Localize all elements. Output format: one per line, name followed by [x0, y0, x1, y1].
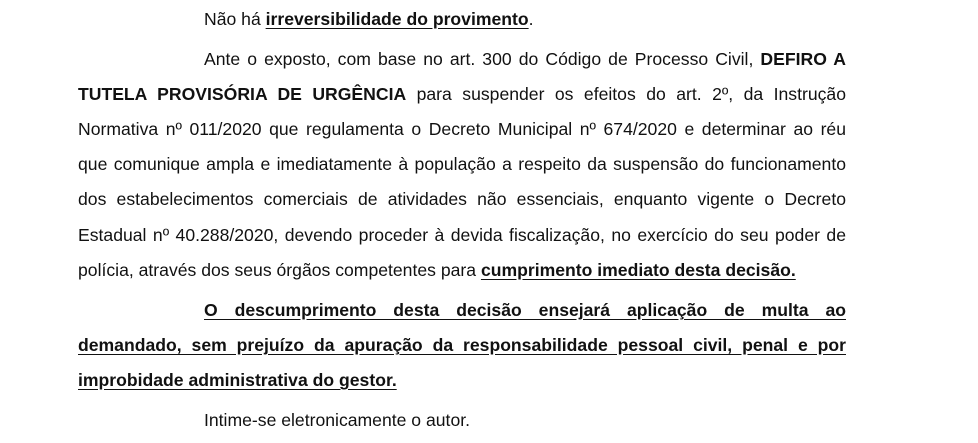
text-span: Não há — [204, 9, 266, 29]
paragraph-decision-line-3: Normativa nº 011/2020 que regulamenta o Decreto Municipal nº 674/2020 e determinar ao réu — [78, 119, 846, 139]
underlined-bold-text: cumprimento imediato desta decisão. — [480, 260, 796, 280]
paragraph-decision-line-4: que comunique ampla e imediatamente à população a respeito da suspensão do funcionamento — [78, 154, 846, 174]
paragraph-penalty-line-2: demandado, sem prejuízo da apuração da responsabilidade pessoal civil, penal e por — [78, 335, 846, 355]
paragraph-decision-line-1 — [78, 47, 846, 71]
text-span: para suspender os efeitos do art. 2º, da Instrução — [406, 84, 846, 104]
paragraph-decision-line-5: dos estabelecimentos comerciais de atividades não essenciais, enquanto vigente o Decreto — [78, 189, 846, 209]
paragraph-decision-line-7 — [78, 258, 846, 282]
paragraph-decision-line-2 — [78, 82, 846, 106]
paragraph-decision-line-6: Estadual nº 40.288/2020, devendo proceder à devida fiscalização, no exercício do seu poder de — [78, 225, 846, 245]
paragraph-notification: Intime-se eletronicamente o autor. — [204, 410, 471, 430]
paragraph-irreversibility — [204, 7, 972, 31]
text-span: polícia, através dos seus órgãos competentes para — [78, 260, 481, 280]
text-span: . — [528, 9, 534, 29]
paragraph-penalty-line-3: improbidade administrativa do gestor. — [78, 370, 397, 390]
paragraph-penalty-line-1: O descumprimento desta decisão ensejará aplicação de multa ao — [204, 300, 846, 320]
bold-text: TUTELA PROVISÓRIA DE URGÊNCIA — [78, 84, 407, 104]
bold-text: DEFIRO A — [760, 49, 846, 69]
underlined-bold-text: irreversibilidade do provimento — [265, 9, 529, 29]
text-span: Ante o exposto, com base no art. 300 do Código de Processo Civil, — [204, 49, 761, 69]
